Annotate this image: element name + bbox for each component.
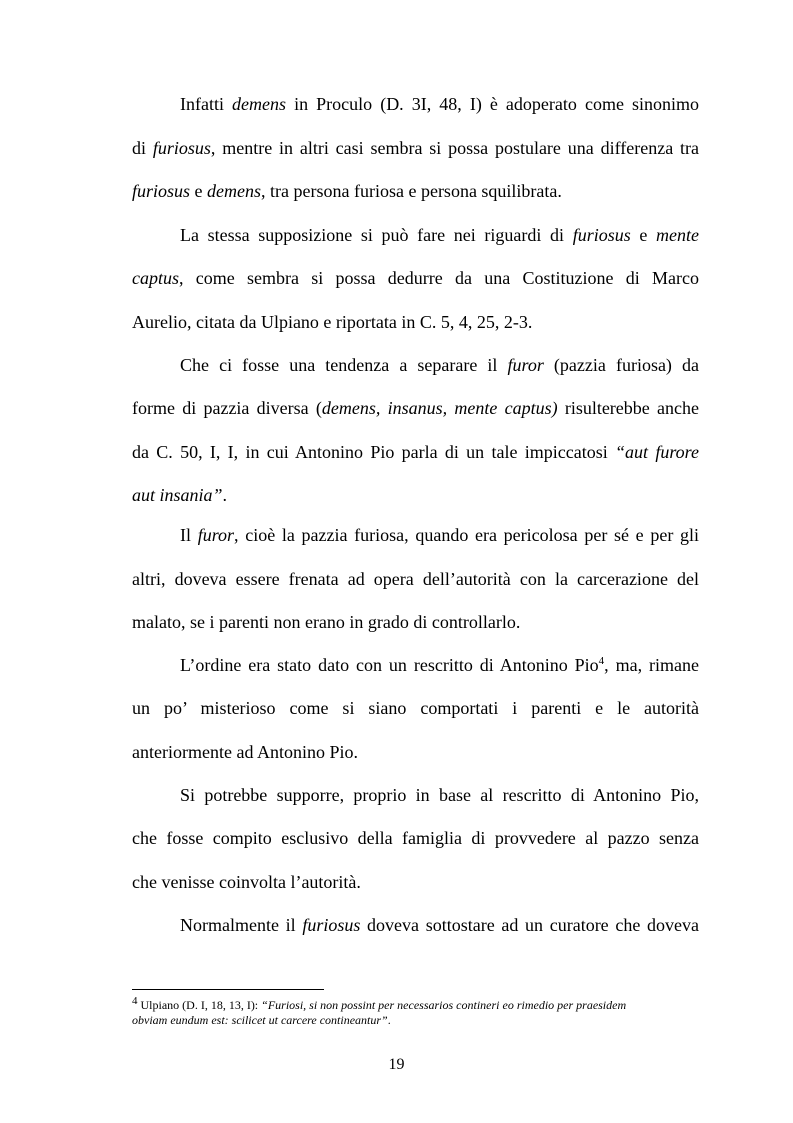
text-line: da C. 50, I, I, in cui Antonino Pio parla di un tale impiccatosi “aut furore bbox=[132, 442, 699, 462]
text-line: aut insania”. bbox=[132, 485, 228, 505]
footnote-line: obviam eundum est: scilicet ut carcere contineantur”. bbox=[132, 1013, 391, 1027]
text-line: anteriormente ad Antonino Pio. bbox=[132, 742, 358, 762]
text-line: Il furor, cioè la pazzia furiosa, quando era pericolosa per sé e per gli bbox=[180, 525, 700, 545]
text-line: altri, doveva essere frenata ad opera dell’autorità con la carcerazione del bbox=[132, 569, 699, 589]
text-line: furiosus e demens, tra persona furiosa e persona squilibrata. bbox=[132, 181, 562, 201]
text-line: di furiosus, mentre in altri casi sembra si possa postulare una differenza tra bbox=[132, 138, 699, 158]
text-line: forme di pazzia diversa (demens, insanus, mente captus) risulterebbe anche bbox=[132, 398, 699, 418]
text-line: Aurelio, citata da Ulpiano e riportata in C. 5, 4, 25, 2-3. bbox=[132, 312, 533, 332]
footnote-line: $^4$ Ulpiano (D. I, 18, 13, I): “Furiosi, si non possint per necessarios contineri eo rimedio per praesidem bbox=[132, 995, 627, 1012]
text-line: captus, come sembra si possa dedurre da una Costituzione di Marco bbox=[132, 268, 699, 288]
text-line: che fosse compito esclusivo della famiglia di provvedere al pazzo senza bbox=[132, 828, 699, 848]
text-line: Infatti demens in Proculo (D. 3I, 48, I) è adoperato come sinonimo bbox=[180, 94, 699, 114]
footnote-separator bbox=[132, 989, 324, 990]
text-line: malato, se i parenti non erano in grado di controllarlo. bbox=[132, 612, 521, 632]
text-line: Che ci fosse una tendenza a separare il furor (pazzia furiosa) da bbox=[180, 355, 699, 375]
page-number: 19 bbox=[388, 1056, 405, 1073]
text-line: L’ordine era stato dato con un rescritto di Antonino Pio$^4$, ma, rimane bbox=[180, 655, 700, 675]
text-line: che venisse coinvolta l’autorità. bbox=[132, 872, 361, 892]
text-line: un po’ misterioso come si siano comportati i parenti e le autorità bbox=[132, 698, 699, 718]
text-line: Si potrebbe supporre, proprio in base al rescritto di Antonino Pio, bbox=[180, 785, 699, 805]
text-line: La stessa supposizione si può fare nei riguardi di furiosus e mente bbox=[180, 225, 699, 245]
text-line: Normalmente il furiosus doveva sottostare ad un curatore che doveva bbox=[180, 915, 699, 935]
